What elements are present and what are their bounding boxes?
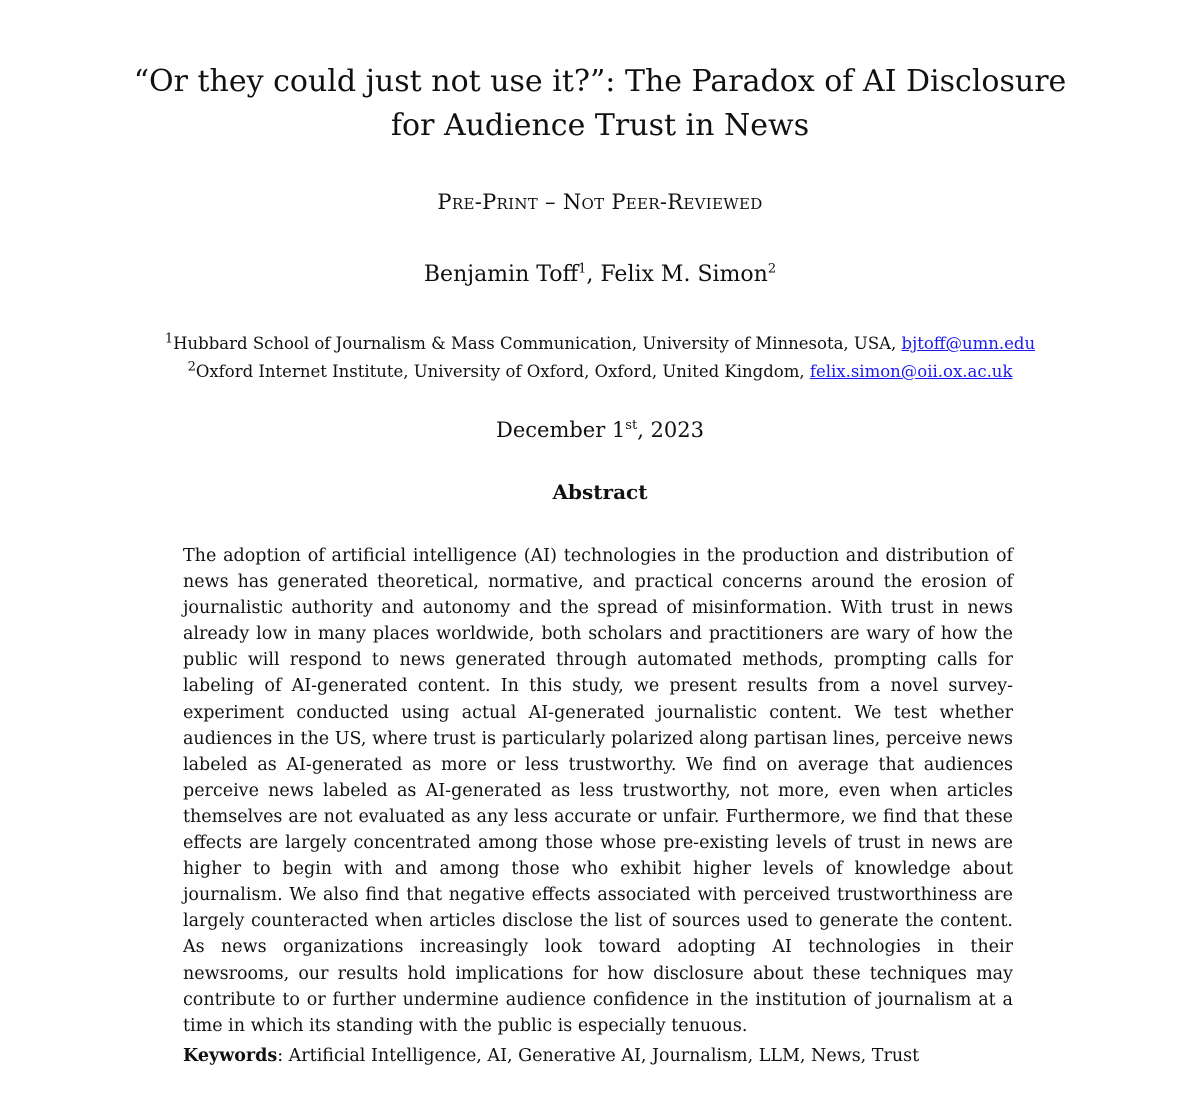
author-list <box>0 262 1200 287</box>
date-prefix: December 1 <box>495 418 626 442</box>
affiliations <box>0 330 1200 386</box>
keywords-separator: : <box>277 1046 289 1066</box>
affiliation-text: Oxford Internet Institute, University of Oxford, Oxford, United Kingdom, <box>195 362 810 381</box>
keywords-line <box>183 1043 1013 1069</box>
affiliation-1 <box>0 330 1200 358</box>
author-separator: , <box>586 262 601 287</box>
abstract-heading: Abstract <box>552 480 648 504</box>
affiliation-marker: 1 <box>164 331 174 347</box>
affiliation-text: Hubbard School of Journalism & Mass Communication, University of Minnesota, USA, <box>173 334 902 353</box>
abstract-text: The adoption of artificial intelligence (AI) technologies in the production and distribution of news has generated theoretical, normative, and practical concerns around the erosion of journalistic authority and autonomy and the spread of misinformation. With trust in news already low in many places worldwide, both scholars and practitioners are wary of how the public will respond to news generated through automated methods, prompting calls for labeling of AI-generated content. In this study, we present results from a novel survey-experiment conducted using actual AI-generated journalistic content. We test whether audiences in the US, where trust is particularly polarized along partisan lines, perceive news labeled as AI-generated as more or less trustworthy. We find on average that audiences perceive news labeled as AI-generated as less trustworthy, not more, even when articles themselves are not evaluated as any less accurate or unfair. Furthermore, we find that these effects are largely concentrated among those whose pre-existing levels of trust in news are higher to begin with and among those who exhibit higher levels of knowledge about journalism. We also find that negative effects associated with perceived trustworthiness are largely counteracted when articles disclose the list of sources used to generate the content. As news organizations increasingly look toward adopting AI technologies in their newsrooms, our results hold implications for how disclosure about these techniques may contribute to or further undermine audience confidence in the institution of journalism at a time in which its standing with the public is especially tenuous. <box>183 546 1013 1036</box>
author-affiliation-marker: 2 <box>767 261 777 277</box>
date-ordinal-suffix: st <box>625 418 638 433</box>
paper-title <box>0 60 1200 148</box>
author-name: Benjamin Toff <box>423 262 579 287</box>
affiliation-marker: 2 <box>187 359 196 375</box>
author-email-link[interactable]: bjtoff@umn.edu <box>901 334 1036 353</box>
author-email-link[interactable]: felix.simon@oii.ox.ac.uk <box>809 362 1013 381</box>
paper-title-line-2: for Audience Trust in News <box>390 108 810 143</box>
keywords-label: Keywords <box>183 1046 278 1066</box>
affiliation-2 <box>0 358 1200 386</box>
author-affiliation-marker: 1 <box>578 261 587 277</box>
preprint-notice: Pre-Print – Not Peer-Reviewed <box>437 190 763 214</box>
publication-date <box>0 418 1200 442</box>
keywords-list: Artificial Intelligence, AI, Generative AI, Journalism, LLM, News, Trust <box>288 1046 920 1066</box>
paper-title-line-1: “Or they could just not use it?”: The Paradox of AI Disclosure <box>133 64 1067 99</box>
author-name: Felix M. Simon <box>600 262 768 287</box>
date-suffix: , 2023 <box>637 418 704 442</box>
